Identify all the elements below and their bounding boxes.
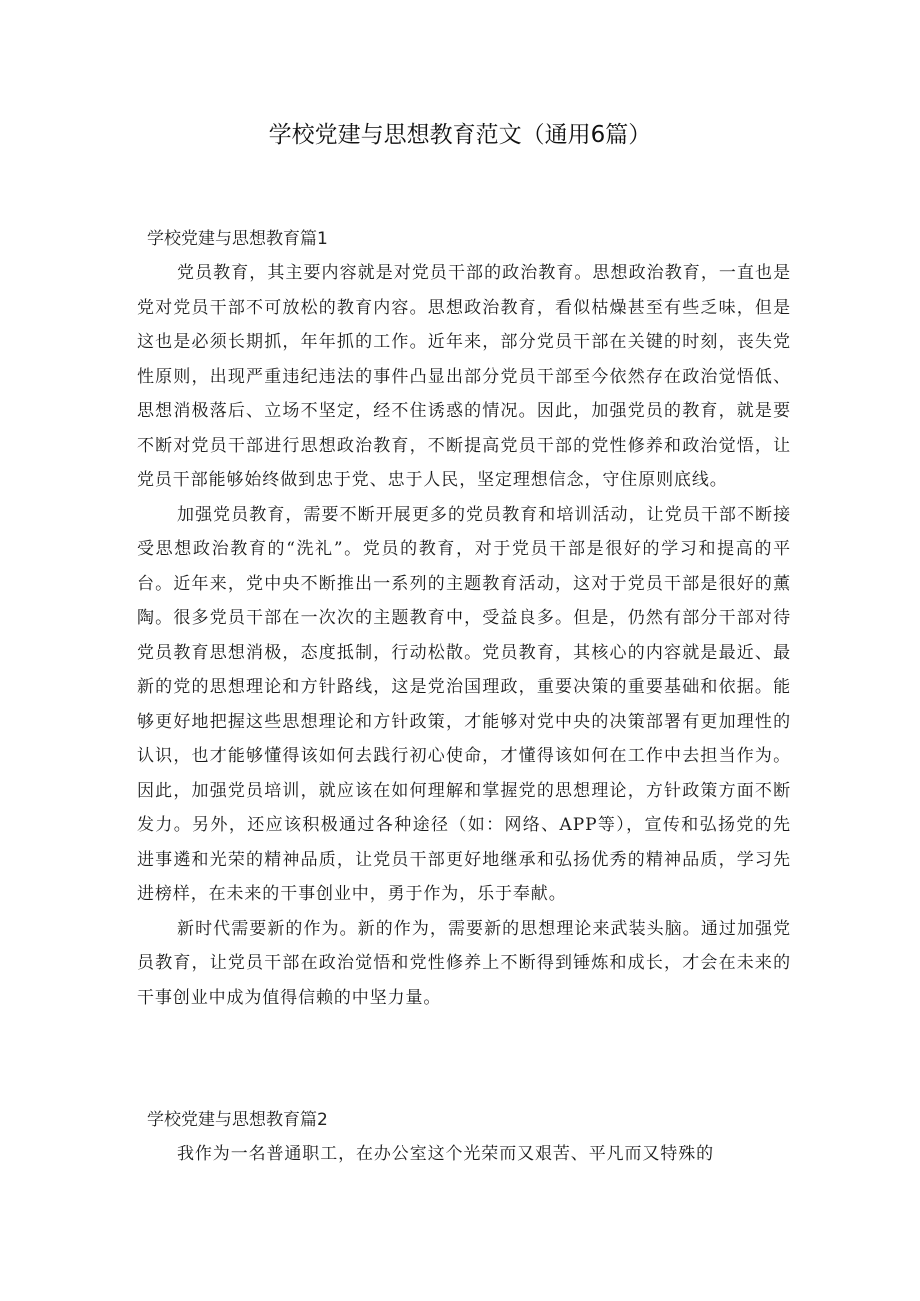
paragraph: 我作为一名普通职工，在办公室这个光荣而又艰苦、平凡而又特殊的	[177, 1144, 714, 1164]
paragraph: 党员教育，其主要内容就是对党员干部的政治教育。思想政治教育，一直也是党对党员干部不可放松的教育内容。思想政治教育，看似枯燥甚至有些乏味，但是这也是必须长期抓，年年抓的工作。近年来，部分党员干部在关键的时刻，丧失党性原则，出现严重违纪违法的事件凸显出部分党员干部至今依然存在政治觉悟低、思想消极落后、立场不坚定，经不住诱惑的情况。因此，加强党员的教育，就是要不断对党员干部进行思想政治教育，不断提高党员干部的党性修养和政治觉悟，让党员干部能够始终做到忠于党、忠于人民，坚定理想信念，守住原则底线。	[137, 263, 791, 490]
page-title: 学校党建与思想教育范文（通用6篇）	[268, 122, 652, 148]
section-2	[137, 1103, 791, 1172]
paragraph: 新时代需要新的作为。新的作为，需要新的思想理论来武装头脑。通过加强党员教育，让党员干部在政治觉悟和党性修养上不断得到锤炼和成长，才会在未来的干事创业中成为值得信赖的中坚力量。	[137, 918, 791, 1008]
section-heading: 学校党建与思想教育篇1	[147, 229, 328, 249]
section-1	[137, 222, 791, 1015]
paragraph: 加强党员教育，需要不断开展更多的党员教育和培训活动，让党员干部不断接受思想政治教育的“洗礼”。党员的教育，对于党员干部是很好的学习和提高的平台。近年来，党中央不断推出一系列的主题教育活动，这对于党员干部是很好的薰陶。很多党员干部在一次次的主题教育中，受益良多。但是，仍然有部分干部对待党员教育思想消极，态度抵制，行动松散。党员教育，其核心的内容就是最近、最新的党的思想理论和方针路线，这是党治国理政，重要决策的重要基础和依据。能够更好地把握这些思想理论和方针政策，才能够对党中央的决策部署有更加理性的认识，也才能够懂得该如何去践行初心使命，才懂得该如何在工作中去担当作为。因此，加强党员培训，就应该在如何理解和掌握党的思想理论，方针政策方面不断发力。另外，还应该积极通过各种途径（如：网络、APP等），宣传和弘扬党的先进事遴和光荣的精神品质，让党员干部更好地继承和弘扬优秀的精神品质，学习先进榜样，在未来的干事创业中，勇于作为，乐于奉献。	[137, 504, 791, 904]
section-heading: 学校党建与思想教育篇2	[147, 1110, 328, 1130]
